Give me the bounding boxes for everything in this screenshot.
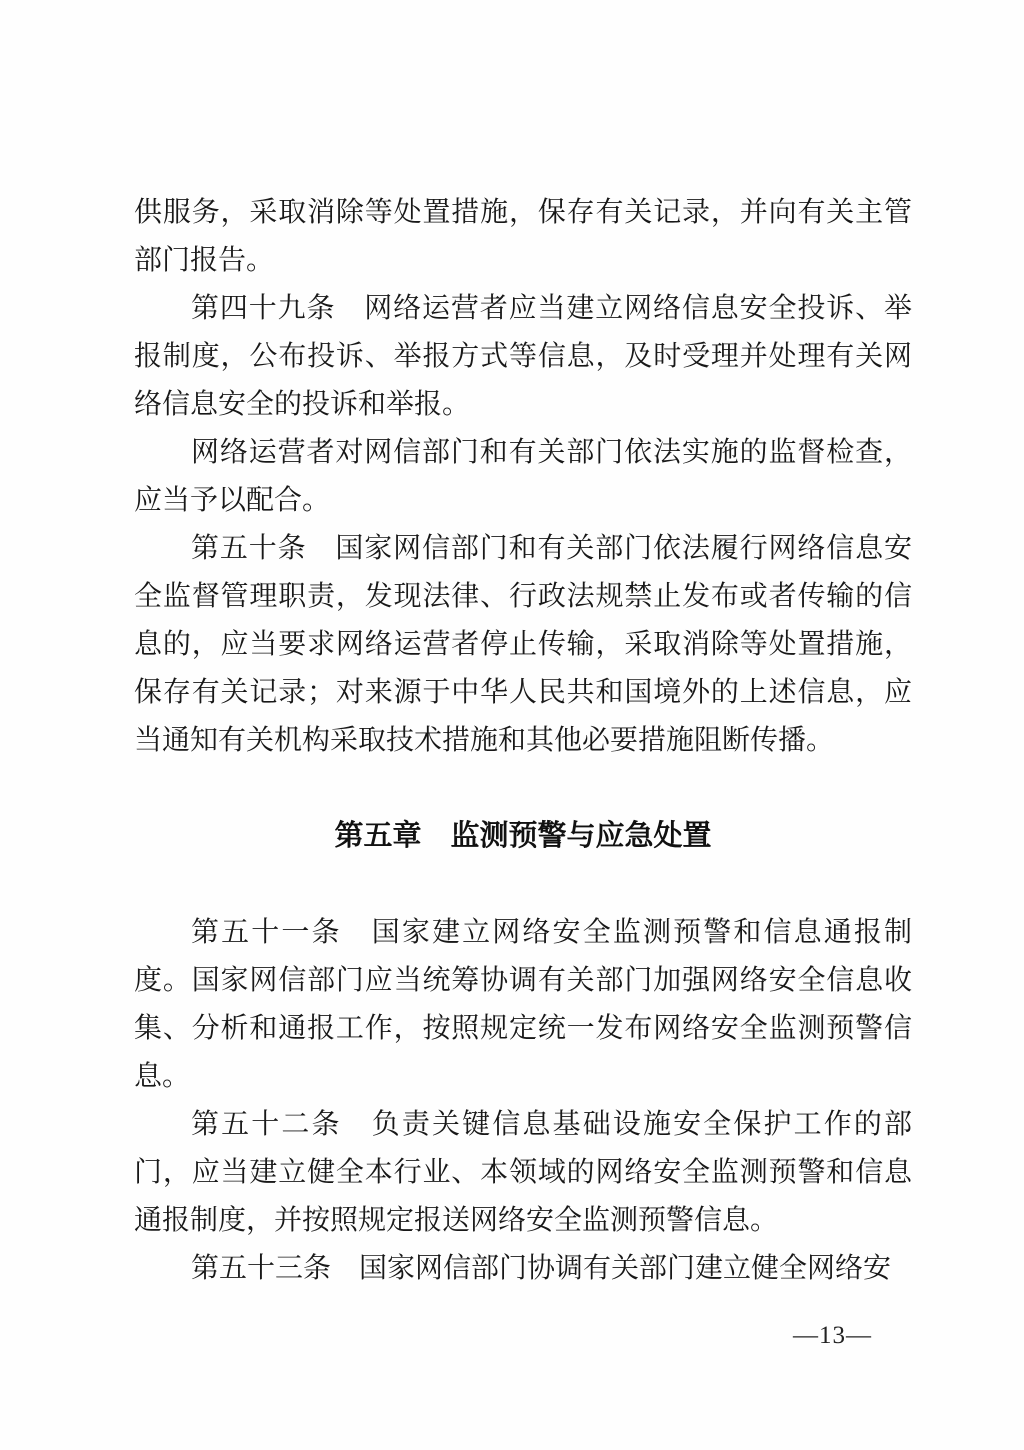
paragraph: 第五十三条 国家网信部门协调有关部门建立健全网络安 bbox=[191, 1252, 892, 1283]
paragraph: 供服务，采取消除等处置措施，保存有关记录，并向有关主管部门报告。 bbox=[134, 196, 912, 275]
chapter-heading: 第五章 监测预警与应急处置 bbox=[334, 820, 712, 852]
paragraph: 第五十一条 国家建立网络安全监测预警和信息通报制度。国家网信部门应当统筹协调有关部门加强网络安全信息收集、分析和通报工作，按照规定统一发布网络安全监测预警信息。 bbox=[134, 916, 912, 1091]
document-body bbox=[134, 188, 912, 1292]
paragraph: 网络运营者对网信部门和有关部门依法实施的监督检查，应当予以配合。 bbox=[134, 436, 912, 515]
paragraph: 第四十九条 网络运营者应当建立网络信息安全投诉、举报制度，公布投诉、举报方式等信息，及时受理并处理有关网络信息安全的投诉和举报。 bbox=[134, 292, 912, 419]
page-number: —13— bbox=[793, 1322, 872, 1349]
paragraph: 第五十条 国家网信部门和有关部门依法履行网络信息安全监督管理职责，发现法律、行政法规禁止发布或者传输的信息的，应当要求网络运营者停止传输，采取消除等处置措施，保存有关记录；对来源于中华人民共和国境外的上述信息，应当通知有关机构采取技术措施和其他必要措施阻断传播。 bbox=[134, 532, 912, 755]
paragraph: 第五十二条 负责关键信息基础设施安全保护工作的部门，应当建立健全本行业、本领域的网络安全监测预警和信息通报制度，并按照规定报送网络安全监测预警信息。 bbox=[134, 1108, 912, 1235]
